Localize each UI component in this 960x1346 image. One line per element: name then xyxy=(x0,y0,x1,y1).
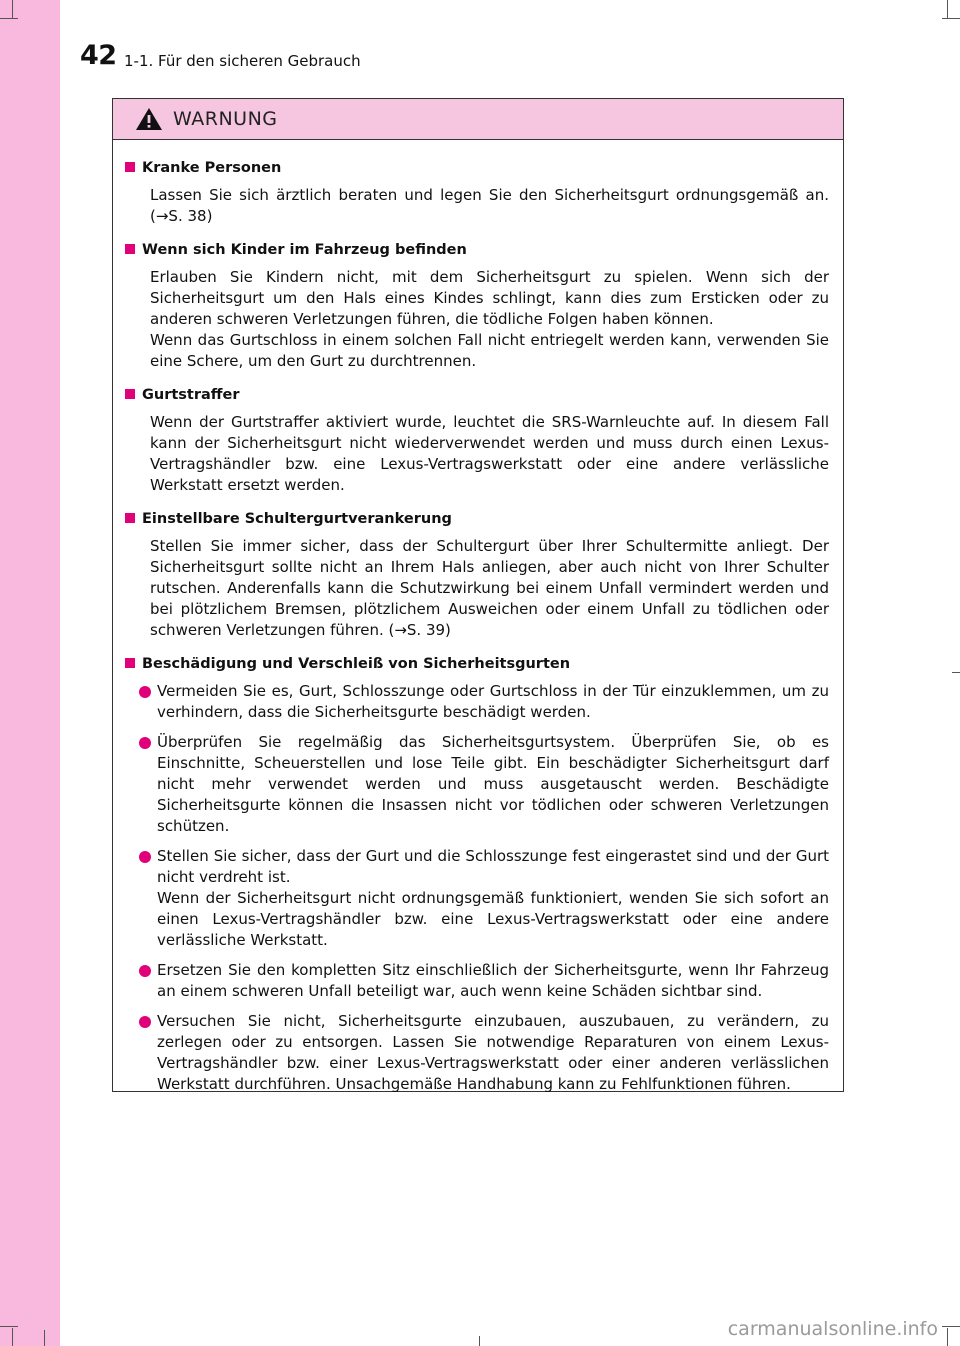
list-item xyxy=(139,960,829,1002)
round-bullet-icon xyxy=(139,737,151,749)
crop-mark xyxy=(0,18,18,19)
list-item xyxy=(139,732,829,837)
section-kinder-im-fahrzeug xyxy=(125,240,829,372)
crop-mark xyxy=(947,1328,948,1346)
square-bullet-icon xyxy=(125,244,135,254)
warning-box xyxy=(112,98,844,1092)
warning-body xyxy=(113,140,843,1095)
section-paragraph: Stellen Sie immer sicher, dass der Schultergurt über Ihrer Schultermitte anliegt. Der Sicherheitsgurt sollte nicht an Ihrem Hals anliegen, aber auch nicht von Ihrer Schulter rutschen. Anderenfalls kann die Schutzwirkung bei einem Unfall vermindert werden und bei plötzlichem Bremsen, plötzlichem Ausweichen oder einem Unfall zu tödlichen oder schweren Verletzungen führen. (→S. 39) xyxy=(150,537,829,639)
round-bullet-icon xyxy=(139,1016,151,1028)
round-bullet-icon xyxy=(139,965,151,977)
round-bullet-icon xyxy=(139,851,151,863)
round-bullet-icon xyxy=(139,686,151,698)
section-heading: Kranke Personen xyxy=(142,160,282,176)
warning-header xyxy=(113,99,843,140)
list-item xyxy=(139,1011,829,1095)
list-item-text: Stellen Sie sicher, dass der Gurt und die Schlosszunge fest eingerastet sind und der Gurt nicht verdreht ist. Wenn der Sicherheitsgurt nicht ordnungsgemäß funktioniert, wenden Sie sich sofort an einen Lexus-Vertragshändler bzw. eine Lexus-Vertragswerkstatt oder eine andere verlässliche Werkstatt. xyxy=(157,847,829,949)
list-item xyxy=(139,846,829,951)
section-heading: Einstellbare Schultergurtverankerung xyxy=(142,511,452,527)
square-bullet-icon xyxy=(125,513,135,523)
chapter-side-tab xyxy=(0,0,60,1346)
crop-mark xyxy=(947,0,948,18)
crop-mark xyxy=(479,1336,480,1346)
list-item-text: Versuchen Sie nicht, Sicherheitsgurte einzubauen, auszubauen, zu verändern, zu zerlegen oder zu entsorgen. Lassen Sie notwendige Reparaturen von einem Lexus-Vertragshändler bzw. einer Lexus-Vertragswerkstatt oder einer anderen verlässlichen Werkstatt durchführen. Unsachgemäße Handhabung kann zu Fehlfunktionen führen. xyxy=(157,1012,829,1093)
warning-triangle-icon xyxy=(135,107,163,131)
list-item-text: Ersetzen Sie den kompletten Sitz einschließlich der Sicherheitsgurte, wenn Ihr Fahrzeug an einem schweren Unfall beteiligt war, auch wenn keine Schäden sichtbar sind. xyxy=(157,961,829,1000)
section-schultergurtverankerung xyxy=(125,509,829,641)
section-heading: Beschädigung und Verschleiß von Sicherheitsgurten xyxy=(142,656,571,672)
list-item-text: Vermeiden Sie es, Gurt, Schlosszunge oder Gurtschloss in der Tür einzuklemmen, um zu verhindern, dass die Sicherheitsgurte beschädigt werden. xyxy=(157,682,829,721)
warning-title: WARNUNG xyxy=(173,108,278,130)
section-heading: Wenn sich Kinder im Fahrzeug befinden xyxy=(142,242,467,258)
crop-mark xyxy=(952,672,960,673)
section-header: 1-1. Für den sicheren Gebrauch xyxy=(124,52,361,70)
crop-mark xyxy=(0,1326,18,1327)
crop-mark xyxy=(12,1328,13,1346)
section-paragraph: Wenn der Gurtstraffer aktiviert wurde, leuchtet die SRS-Warnleuchte auf. In diesem Fall kann der Sicherheitsgurt nicht wiederverwendet werden und muss durch einen Lexus-Vertragshändler bzw. eine Lexus-Vertragswerkstatt oder eine andere verlässliche Werkstatt ersetzt werden. xyxy=(150,413,829,494)
crop-mark xyxy=(44,1330,45,1346)
footer-watermark: carmanualsonline.info xyxy=(727,1318,938,1340)
list-item xyxy=(139,681,829,723)
section-beschaedigung xyxy=(125,654,829,1095)
crop-mark xyxy=(12,0,13,18)
square-bullet-icon xyxy=(125,658,135,668)
square-bullet-icon xyxy=(125,389,135,399)
list-item-text: Überprüfen Sie regelmäßig das Sicherheitsgurtsystem. Überprüfen Sie, ob es Einschnitte, Scheuerstellen und lose Teile gibt. Ein beschädigter Sicherheitsgurt darf nicht mehr verwendet werden und muss ausgetauscht werden. Beschädigte Sicherheitsgurte können die Insassen nicht vor tödlichen oder schweren Verletzungen schützen. xyxy=(157,733,829,835)
page-number: 42 xyxy=(80,40,117,71)
section-paragraph: Erlauben Sie Kindern nicht, mit dem Sicherheitsgurt zu spielen. Wenn sich der Sicherheitsgurt um den Hals eines Kindes schlingt, kann dies zum Ersticken oder zu anderen schweren Verletzungen führen, die tödliche Folgen haben können. Wenn das Gurtschloss in einem solchen Fall nicht entriegelt werden kann, verwenden Sie eine Schere, um den Gurt zu durchtrennen. xyxy=(150,268,829,370)
square-bullet-icon xyxy=(125,162,135,172)
crop-mark xyxy=(942,18,960,19)
section-paragraph: Lassen Sie sich ärztlich beraten und legen Sie den Sicherheitsgurt ordnungsgemäß an. (→S. 38) xyxy=(150,186,829,225)
crop-mark xyxy=(942,1326,960,1327)
section-gurtstraffer xyxy=(125,385,829,496)
section-heading: Gurtstraffer xyxy=(142,387,240,403)
section-kranke-personen xyxy=(125,158,829,227)
